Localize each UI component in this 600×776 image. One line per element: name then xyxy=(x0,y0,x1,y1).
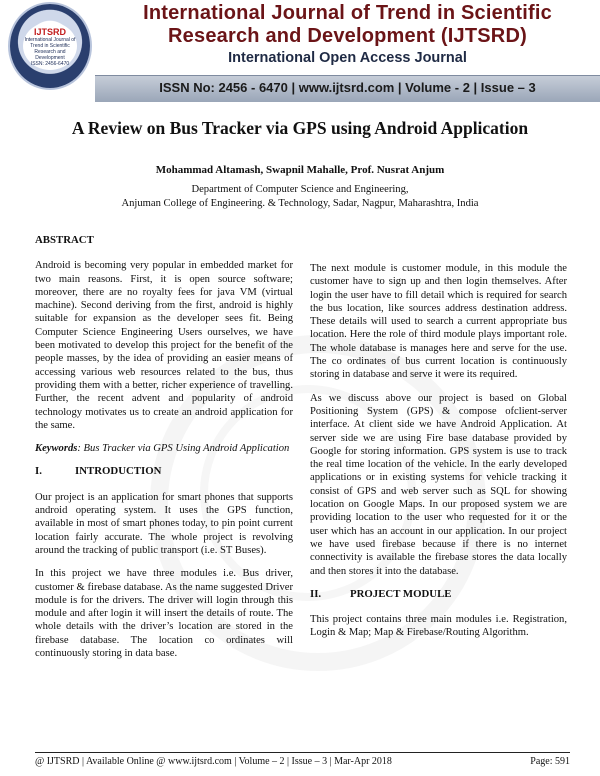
intro-paragraph-1: Our project is an application for smart phones that supports android operating system. It uses the GPS function, available in most of smart phones today, to pin point current location fairly accurate. The whole project is revolving around the tracking of public transport (i.e. ST Buses). xyxy=(35,491,293,556)
right-paragraph-1: The next module is customer module, in this module the customer have to sign up and then login themselves. After login the user have to fill detail which is required for search the bus location, like sources address destination address. These details will used to search a current appropriate bus location. Here the role of third module plays important role. The whole database is manages here and serve for the use. The co ordinates of bus current location is continuously storing in database and serve it were its required. xyxy=(310,263,567,381)
section-1-number: I. xyxy=(35,465,42,478)
page-footer xyxy=(35,752,570,767)
journal-banner xyxy=(0,0,600,100)
journal-title-line1: International Journal of Trend in Scientific xyxy=(143,2,552,24)
journal-subtitle: International Open Access Journal xyxy=(228,50,467,66)
footer-left: @ IJTSRD | Available Online @ www.ijtsrd.com | Volume – 2 | Issue – 3 | Mar-Apr 2018 xyxy=(35,756,392,767)
issn-line: ISSN No: 2456 - 6470 | www.ijtsrd.com | Volume - 2 | Issue – 3 xyxy=(159,80,536,95)
logo-acronym: IJTSRD xyxy=(33,27,66,37)
section-1-heading xyxy=(35,465,293,478)
keywords-label: Keywords xyxy=(35,443,78,455)
right-column xyxy=(310,262,567,650)
issn-bar xyxy=(95,75,600,102)
right-paragraph-3: This project contains three main modules i.e. Registration, Login & Map; Map & Firebase/Routing Algorithm. xyxy=(310,614,567,639)
right-paragraph-2: As we discuss above our project is based on Global Positioning System (GPS) & compose ofclient-server interface. At client side we have Android Application. At server side we are using Fire base database provided by Google for storing information. GPS system is use to track the real time location of the vehicle. In the early developed applications or in existing systems for vehicle tracking it consist of GPS and web server such as SQL for showing location on Google Maps. In our proposed system we are providing location to the user who requested for it or the user which has an account in our application. In our project we have used firebase because if there is no internet connectivity is available the firebase stores the data locally and then stores it into the database. xyxy=(310,392,567,577)
paper-authors: Mohammad Altamash, Swapnil Mahalle, Prof. Nusrat Anjum xyxy=(155,164,445,176)
paper-affiliation xyxy=(0,183,600,210)
keywords xyxy=(35,442,293,455)
journal-title-line2: Research and Development (IJTSRD) xyxy=(168,25,527,47)
left-column xyxy=(35,234,293,670)
abstract-heading: ABSTRACT xyxy=(35,234,94,246)
affiliation-line1: Department of Computer Science and Engineering, xyxy=(191,184,409,195)
section-2-number: II. xyxy=(310,587,322,600)
affiliation-line2: Anjuman College of Engineering. & Technology, Sadar, Nagpur, Maharashtra, India xyxy=(121,197,479,209)
journal-title xyxy=(95,2,600,48)
logo-seal xyxy=(23,22,77,70)
abstract-text: Android is becoming very popular in embedded market for two main reasons. First, it is open source software; moreover, there are no royalty fees for java VM (virtual machine). Second deriving from the first, android is highly suitable for expansion as the developer sees fit. Being Computer Science Engineering Users ourselves, we have been motivated to develop this project for the benefit of the people masses, by the idea of providing an easier means of accessing various web resources related to the bus, thus providing them with a better, richer experience of travelling. Further, the recent advent and popularity of android technology motivates us to create an android application for the same. xyxy=(35,260,293,431)
section-2-heading xyxy=(310,588,567,601)
journal-logo xyxy=(10,4,90,88)
footer-page-number: Page: 591 xyxy=(530,756,570,767)
intro-paragraph-2: In this project we have three modules i.e. Bus driver, customer & firebase database. As the name suggested Driver module is for the drivers. The driver will login through this module and after login it will insert the details of route. The whole details with the driver’s location are stored in the firebase database. The location co ordinates will continuously storing in data base. xyxy=(35,568,293,660)
section-2-title: PROJECT MODULE xyxy=(350,587,452,600)
logo-text: International Journal of Trend in Scientific Research and Development xyxy=(24,37,76,61)
keywords-text: : Bus Tracker via GPS Using Android Application xyxy=(77,443,290,455)
logo-issn: ISSN: 2456-6470 xyxy=(30,61,70,67)
paper-title: A Review on Bus Tracker via GPS using Android Application xyxy=(71,118,529,138)
section-1-title: INTRODUCTION xyxy=(75,465,162,478)
